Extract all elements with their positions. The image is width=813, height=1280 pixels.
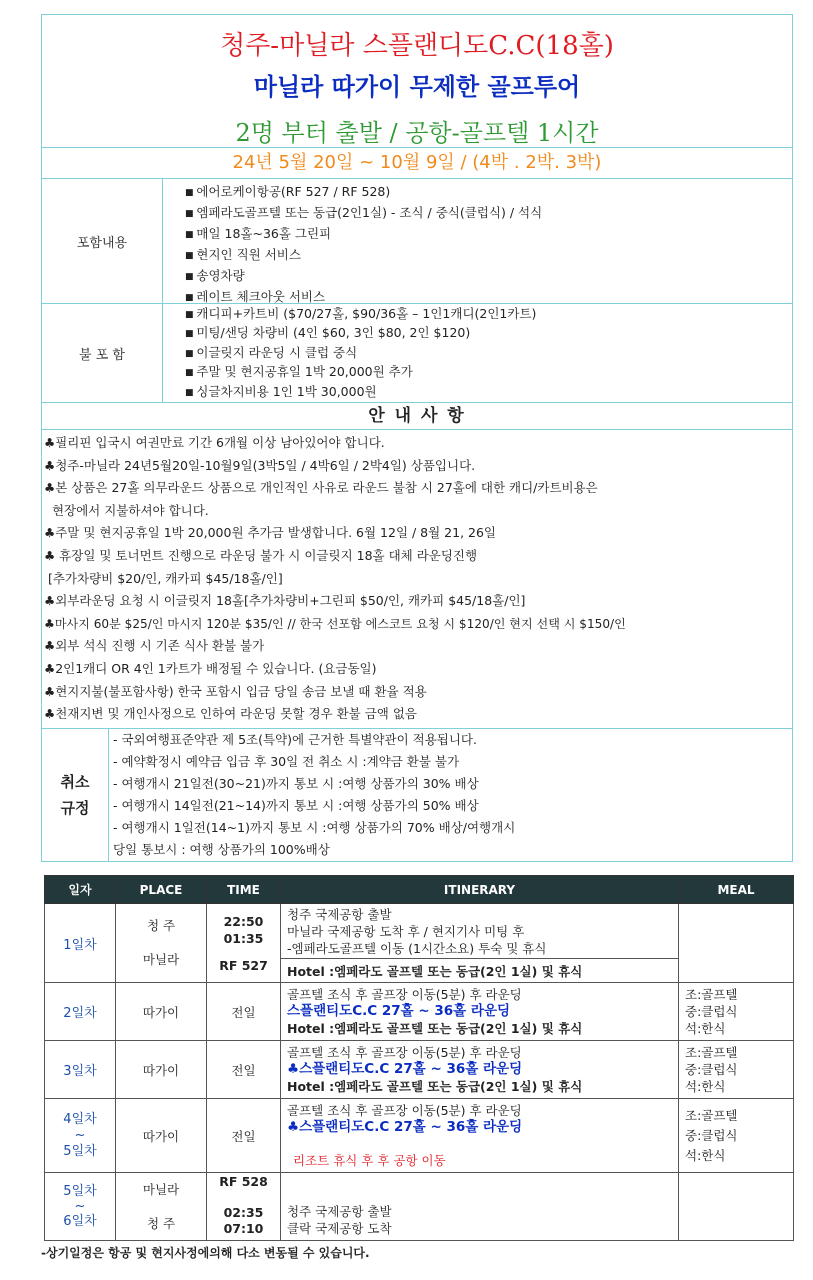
time-text: 22:50 [223, 913, 264, 929]
list-item: ■ 캐디피+카트비 ($70/27홀, $90/36홀 – 1인1캐디(2인1카트) [185, 304, 792, 323]
time-cell: 전일 [207, 983, 281, 1041]
footer-note: -상기일정은 항공 및 현지사정에의해 다소 변동될 수 있습니다. [41, 1246, 370, 1260]
list-item: ■ 주말 및 현지공휴일 1박 20,000원 추가 [185, 362, 792, 381]
meal-cell [679, 1099, 794, 1173]
place-cell [116, 904, 207, 983]
itinerary-line: Hotel :엠페라도 골프텔 또는 동급(2인 1실) 및 휴식 [287, 1021, 583, 1036]
time-cell: 전일 [207, 1099, 281, 1173]
itinerary-line: ♣스플랜티도C.C 27홀 ~ 36홀 라운딩 [287, 1119, 523, 1135]
cancel-policy [42, 729, 792, 861]
hotel-cell: Hotel :엠페라도 골프텔 또는 동급(2인 1실) 및 휴식 [281, 959, 679, 983]
title-block [42, 15, 792, 148]
place-text: 청 주 [146, 918, 176, 933]
meal-cell [679, 904, 794, 983]
time-text: RF 527 [219, 957, 268, 973]
travel-period: 24년 5월 20일 ~ 10월 9일 / (4박 . 2박. 3박) [42, 148, 792, 179]
itinerary-line: ♣스플랜티도C.C 27홀 ~ 36홀 라운딩 [287, 1061, 523, 1077]
time-text: 07:10 [223, 1221, 264, 1236]
itinerary-line: Hotel :엠페라도 골프텔 또는 동급(2인 1실) 및 휴식 [287, 1079, 583, 1094]
meal-text: 중:클럽식 [685, 1062, 738, 1077]
notice-line: ♣마사지 60분 $25/인 마시지 120분 $35/인 // 한국 선포함 에스코트 요청 시 $120/인 현지 선택 시 $150/인 [44, 616, 626, 631]
day-cell: 1일차 [45, 904, 116, 983]
itinerary-line: -엠페라도골프텔 이동 (1시간소요) 투숙 및 휴식 [287, 940, 547, 956]
list-item: ■ 미팅/샌딩 차량비 (4인 $60, 3인 $80, 2인 $120) [185, 323, 792, 342]
place-cell [116, 1173, 207, 1241]
day-cell: 2일차 [45, 983, 116, 1041]
itinerary-line: 리조트 휴식 후 후 공항 이동 [293, 1153, 446, 1168]
itinerary-cell [281, 1099, 679, 1173]
day-text: 6일차 [63, 1213, 97, 1229]
place-cell: 따가이 [116, 983, 207, 1041]
itinerary-line: 골프텔 조식 후 골프장 이동(5분) 후 라운딩 [287, 1103, 522, 1118]
cancel-label-line: 취소 [60, 772, 90, 791]
excluded-section [42, 304, 792, 403]
day-text: 5일차 [63, 1143, 97, 1159]
table-row [45, 983, 794, 1041]
table-row [45, 1099, 794, 1173]
notice-line: ♣외부라운딩 요청 시 이글릿지 18홀[추가차량비+그린피 $50/인, 캐카피 $45/18홀/인] [44, 593, 526, 609]
itinerary-line: 클락 국제공항 도착 [287, 1221, 392, 1236]
notice-line: ♣ 휴장일 및 토너먼트 진행으로 라운딩 불가 시 이글릿지 18홀 대체 라운딩진행 [44, 547, 478, 563]
table-header-row [45, 876, 794, 904]
col-header-itinerary: ITINERARY [281, 876, 679, 904]
included-label: 포함내용 [42, 179, 163, 303]
place-cell: 따가이 [116, 1041, 207, 1099]
day-cell: 3일차 [45, 1041, 116, 1099]
day-cell [45, 1099, 116, 1173]
time-text: 01:35 [223, 930, 264, 946]
list-item: ■ 이글릿지 라운딩 시 클럽 중식 [185, 343, 792, 362]
excluded-list [163, 304, 792, 402]
day-text: ~ [74, 1127, 86, 1143]
main-title: 청주-마닐라 스플랜디도C.C(18홀) [220, 31, 614, 61]
list-item: ■ 엠페라도골프텔 또는 동급(2인1실) - 조식 / 중식(클럽식) / 석식 [185, 202, 792, 223]
notice-line: ♣본 상품은 27홀 의무라운드 상품으로 개인적인 사유로 라운드 불참 시 27홀에 대한 캐디/카트비용은 [44, 480, 598, 496]
cancel-line: - 국외여행표준약관 제 5조(특약)에 근거한 특별약관이 적용됩니다. [113, 731, 477, 747]
notice-line: [추가차량비 $20/인, 캐카피 $45/18홀/인] [44, 570, 283, 586]
cancel-line: - 여행개시 1일전(14~1)까지 통보 시 :여행 상품가의 70% 배상/여행개시 [113, 819, 516, 835]
itinerary-table [44, 875, 794, 1241]
col-header-place: PLACE [116, 876, 207, 904]
place-text: 마닐라 [142, 952, 180, 967]
cancel-list [109, 729, 792, 861]
notice-line: ♣2인1캐디 OR 4인 1카트가 배정될 수 있습니다. (요금동일) [44, 660, 377, 676]
itinerary-cell [281, 983, 679, 1041]
time-text: RF 528 [219, 1174, 268, 1189]
included-list [163, 179, 792, 303]
meal-text: 조:골프텔 [685, 1045, 738, 1060]
col-header-meal: MEAL [679, 876, 794, 904]
table-row [45, 1173, 794, 1241]
cancel-line: 당일 통보시 : 여행 상품가의 100%배상 [113, 841, 330, 857]
sub-title: 마닐라 따가이 무제한 골프투어 [253, 72, 581, 101]
notice-line: ♣천재지변 및 개인사정으로 인하여 라운딩 못할 경우 환불 금액 없음 [44, 706, 417, 722]
meal-text: 조:골프텔 [685, 987, 738, 1002]
list-item: ■ 레이트 체크아웃 서비스 [185, 286, 792, 307]
meal-cell [679, 1173, 794, 1241]
list-item: ■ 에어로케이항공(RF 527 / RF 528) [185, 181, 792, 202]
cancel-line: - 여행개시 21일전(30~21)까지 통보 시 :여행 상품가의 30% 배상 [113, 775, 479, 791]
itinerary-line: 스플랜티도C.C 27홀 ~ 36홀 라운딩 [287, 1003, 511, 1019]
time-cell: 전일 [207, 1041, 281, 1099]
notice-line: 현장에서 지불하셔야 합니다. [44, 502, 209, 518]
notice-line: ♣주말 및 현지공휴일 1박 20,000원 추가금 발생합니다. 6월 12일 / 8월 21, 26일 [44, 525, 497, 541]
meal-text: 석:한식 [685, 1147, 726, 1163]
itinerary-line: 골프텔 조식 후 골프장 이동(5분) 후 라운딩 [287, 1045, 522, 1060]
meal-cell [679, 1041, 794, 1099]
notice-line: ♣필리핀 입국시 여권만료 기간 6개월 이상 남아있어야 합니다. [44, 435, 385, 450]
place-text: 청 주 [146, 1215, 176, 1231]
time-text: 02:35 [223, 1205, 264, 1220]
place-text: 마닐라 [142, 1181, 180, 1197]
notice-list [42, 430, 792, 729]
itinerary-cell [281, 904, 679, 959]
itinerary-line: 청주 국제공항 출발 [287, 906, 392, 922]
meal-text: 조:골프텔 [685, 1107, 738, 1123]
col-header-time: TIME [207, 876, 281, 904]
itinerary-cell [281, 1041, 679, 1099]
meal-text: 중:클럽식 [685, 1004, 738, 1019]
notice-title: 안 내 사 항 [42, 403, 792, 430]
meal-text: 중:클럽식 [685, 1127, 738, 1143]
meal-text: 석:한식 [685, 1079, 726, 1094]
cancel-label [42, 729, 109, 861]
table-row [45, 904, 794, 959]
included-section [42, 179, 792, 304]
day-text: 5일차 [63, 1183, 97, 1199]
cancel-label-line: 규정 [60, 798, 90, 817]
departure-info: 2명 부터 출발 / 공항-골프텔 1시간 [235, 119, 599, 147]
list-item: ■ 송영차량 [185, 265, 792, 286]
product-info-box [41, 14, 793, 862]
place-cell: 따가이 [116, 1099, 207, 1173]
day-text: ~ [74, 1198, 86, 1214]
list-item: ■ 싱글차지비용 1인 1박 30,000원 [185, 382, 792, 401]
list-item: ■ 현지인 직원 서비스 [185, 244, 792, 265]
itinerary-line: 마닐라 국제공항 도착 후 / 현지기사 미팅 후 [287, 923, 525, 939]
notice-line: ♣현지지불(불포함사항) 한국 포함시 입금 당일 송금 보낼 때 환율 적용 [44, 683, 427, 699]
notice-line: ♣청주-마닐라 24년5월20일-10월9일(3박5일 / 4박6일 / 2박4일) 상품입니다. [44, 457, 476, 473]
itinerary-cell [281, 1173, 679, 1241]
itinerary-line: 골프텔 조식 후 골프장 이동(5분) 후 라운딩 [287, 987, 522, 1002]
meal-text: 석:한식 [685, 1021, 726, 1036]
list-item: ■ 매일 18홀~36홀 그린피 [185, 223, 792, 244]
itinerary-line: 청주 국제공항 출발 [287, 1204, 392, 1219]
excluded-label: 불 포 함 [42, 304, 163, 402]
cancel-line: - 예약확정시 예약금 입금 후 30일 전 취소 시 :계약금 환불 불가 [113, 753, 460, 769]
time-cell [207, 1173, 281, 1241]
notice-line: ♣외부 석식 진행 시 기존 식사 환불 불가 [44, 638, 265, 654]
meal-cell [679, 983, 794, 1041]
col-header-day: 일자 [45, 876, 116, 904]
time-cell [207, 904, 281, 983]
table-row [45, 1041, 794, 1099]
day-cell [45, 1173, 116, 1241]
cancel-line: - 여행개시 14일전(21~14)까지 통보 시 :여행 상품가의 50% 배상 [113, 797, 479, 813]
day-text: 4일차 [63, 1111, 97, 1127]
